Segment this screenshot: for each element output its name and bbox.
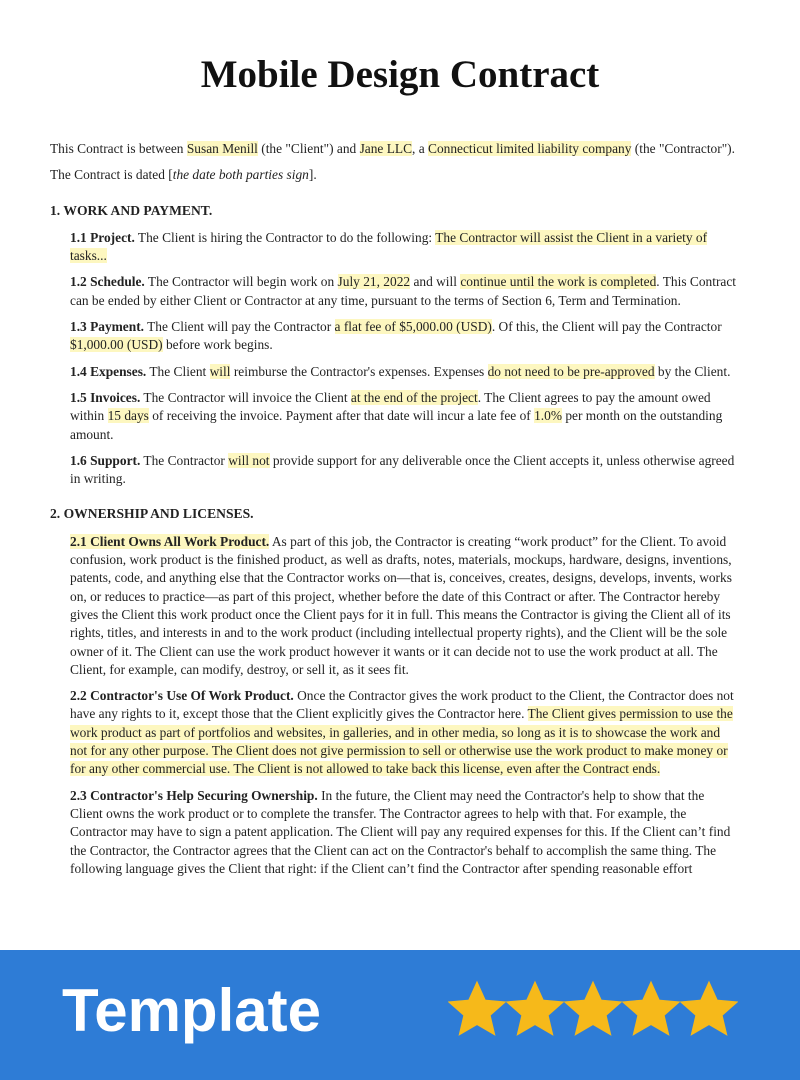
text: before work begins.: [162, 337, 273, 353]
clause-label: 2.3 Contractor's Help Securing Ownership.: [70, 787, 318, 803]
text: reimburse the Contractor's expenses. Expenses: [230, 363, 488, 379]
text: , a: [412, 141, 429, 156]
highlight: 15 days: [107, 408, 149, 424]
clause-label: 2.2 Contractor's Use Of Work Product.: [70, 688, 294, 704]
text: In the future, the Client may need the Contractor's help to show that the Client owns the work product or to complete the transfer. The Contractor agrees to help with that. For example, the Contractor may have to sign a patent application. The Client will pay any required expenses for this. If the Client can’t find the Contractor, the Contractor agrees that the Client can act on the Contractor's behalf to accomplish the same thing. The following language gives the Client that right: if the Client can’t find the Contractor after spending reasonable effort: [70, 787, 731, 876]
text: The Contractor: [140, 452, 229, 468]
star-rating: [448, 980, 740, 1040]
clause-2-1: [70, 533, 740, 679]
highlight: a flat fee of $5,000.00 (USD): [334, 319, 492, 335]
text: The Client: [146, 363, 210, 379]
star-icon: [448, 980, 506, 1038]
clause-1-2: [70, 273, 740, 310]
star-icon: [622, 980, 680, 1038]
section-heading: 2. OWNERSHIP AND LICENSES.: [50, 506, 254, 522]
intro-paragraph: [50, 140, 740, 158]
text: provide support for any deliverable once the Client accepts it, unless otherwise agreed in writing.: [70, 452, 735, 487]
dated-paragraph: [50, 166, 740, 184]
banner-label: Template: [62, 977, 321, 1044]
page-title: Mobile Design Contract: [200, 53, 600, 96]
star-icon: [506, 980, 564, 1038]
text: . Of this, the Client will pay the Contractor: [491, 319, 722, 335]
clause-label: 2.1 Client Owns All Work Product.: [70, 533, 270, 549]
highlight: continue until the work is completed: [460, 274, 657, 290]
clause-label: 1.3 Payment.: [70, 319, 145, 335]
highlight: at the end of the project: [350, 389, 478, 405]
text: The Contract is dated [: [50, 167, 173, 183]
highlight: The Client gives permission to use the work product as part of portfolios and websites, in galleries, and in other media, so long as it is to showcase the work and not for any other purpose. The Client does not give permission to sell or otherwise use the work product to make money or for any other commercial use. The Client is not allowed to take back this license, even after the Contract ends.: [70, 706, 733, 777]
text: and will: [410, 274, 461, 290]
text: This Contract is between: [50, 141, 187, 156]
highlight: 1.0%: [534, 408, 562, 424]
clause-label: 1.2 Schedule.: [70, 274, 145, 290]
highlight: $1,000.00 (USD): [70, 337, 163, 353]
clause-2-3: [70, 787, 740, 878]
text: The Client is hiring the Contractor to do the following:: [134, 229, 436, 245]
text: . The Client agrees to pay the amount owed within: [70, 389, 711, 424]
highlight: will not: [228, 452, 270, 468]
text: . This Contract can be ended by either Client or Contractor at any time, pursuant to the terms of Section 6, Term and Termination.: [70, 274, 737, 308]
clause-1-6: [70, 452, 740, 489]
template-banner: [0, 950, 800, 1080]
highlight: July 21, 2022: [337, 274, 411, 290]
clause-1-3: [70, 318, 740, 355]
clause-1-1: [70, 229, 740, 266]
text: The Contractor will begin work on: [144, 274, 338, 290]
highlight: do not need to be pre-approved: [487, 363, 655, 379]
contract-body: [50, 140, 740, 886]
star-icon: [564, 980, 622, 1038]
text: (the "Contractor").: [631, 141, 735, 156]
contractor-name: Jane LLC: [359, 141, 413, 156]
highlight: The Contractor will assist the Client in a variety of tasks...: [70, 229, 708, 264]
text: by the Client.: [654, 363, 731, 379]
clause-label: 1.4 Expenses.: [70, 363, 147, 379]
text: per month on the outstanding amount.: [70, 408, 723, 442]
text: The Contractor will invoice the Client: [140, 389, 351, 405]
contractor-type: Connecticut limited liability company: [428, 141, 632, 156]
clause-1-4: [70, 363, 740, 381]
clause-1-5: [70, 389, 740, 444]
text: (the "Client") and: [257, 141, 360, 156]
text: The Client will pay the Contractor: [144, 319, 335, 335]
text: ].: [308, 167, 317, 183]
date-placeholder: the date both parties sign: [172, 167, 309, 183]
text: of receiving the invoice. Payment after that date will incur a late fee of: [148, 408, 535, 424]
clause-label: 1.5 Invoices.: [70, 389, 141, 405]
clause-2-2: [70, 687, 740, 778]
text: As part of this job, the Contractor is creating “work product” for the Client. To avoid confusion, work product is the finished product, as well as drafts, notes, materials, mockups, hardware, designs, inventions, patents, code, and anything else that the Contractor works on—that is, conceives, creates, designs, develops, invents, works on, or reduces to practice—as part of this project, whether before the date of this Contract or after. The Contractor hereby gives the Client this work product once the Client pays for it in full. This means the Contractor is giving the Client all of its rights, titles, and interests in and to the work product (including intellectual property rights), and the Client will be the sole owner of it. The Client can use the work product however it wants or it can decide not to use the work product at all. The Client, for example, can modify, destroy, or sell it, as it sees fit.: [70, 533, 732, 677]
text: Once the Contractor gives the work product to the Client, the Contractor does not have any rights to it, except those that the Client explicitly gives the Contractor here.: [70, 688, 734, 722]
clause-label: 1.6 Support.: [70, 452, 141, 468]
clause-label: 1.1 Project.: [70, 229, 135, 245]
highlight: will: [209, 363, 231, 379]
star-icon: [680, 980, 738, 1038]
client-name: Susan Menill: [186, 141, 258, 156]
section-heading: 1. WORK AND PAYMENT.: [50, 202, 213, 218]
